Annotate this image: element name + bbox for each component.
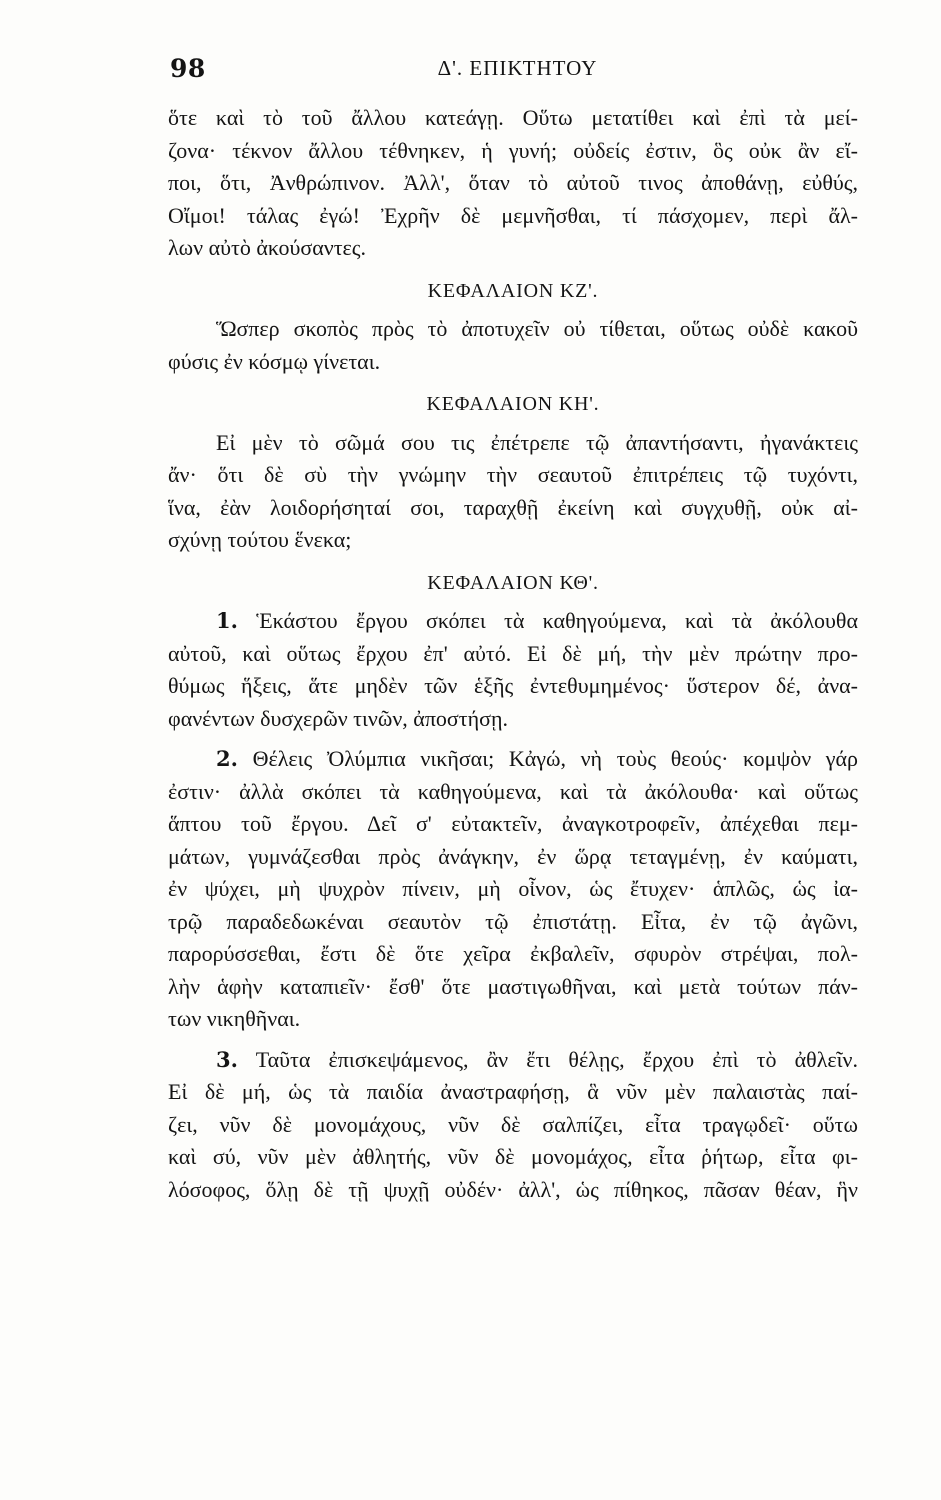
text-line: καὶ σύ, νῦν μὲν ἀθλητής, νῦν δὲ μονομάχος, εἶτα ῥήτωρ, εἶτα φι- xyxy=(168,1144,858,1169)
paragraph-text: Ἑκάστου ἔργου σκόπει τὰ καθηγούμενα, καὶ τὰ ἀκόλουθα xyxy=(256,608,858,633)
text-line: ἐστιν· ἀλλὰ σκόπει τὰ καθηγούμενα, καὶ τὰ ἀκόλουθα· καὶ οὕτως xyxy=(168,778,858,804)
text-line: λόσοφος, ὅλῃ δὲ τῇ ψυχῇ οὐδέν· ἀλλ', ὡς πίθηκος, πᾶσαν θέαν, ἣν xyxy=(168,1176,858,1202)
paragraph-number: 2. xyxy=(216,746,238,771)
text-line: ἵνα, ἐὰν λοιδορήσηταί σοι, ταραχθῇ ἐκείνη καὶ συγχυθῇ, οὐκ αἰ- xyxy=(168,494,858,520)
text-line: ἐν ψύχει, μὴ ψυχρὸν πίνειν, μὴ οἶνον, ὡς ἔτυχεν· ἁπλῶς, ὡς ἰα- xyxy=(168,876,858,901)
text-line: των νικηθῆναι. xyxy=(168,1006,301,1031)
text-line: μάτων, γυμνάζεσθαι πρὸς ἀνάγκην, ἐν ὥρᾳ τεταγμένῃ, ἐν καύματι, xyxy=(168,843,858,869)
text-line: Ὥσπερ σκοπὸς πρὸς τὸ ἀποτυχεῖν οὐ τίθεται, οὕτως οὐδὲ κακοῦ xyxy=(216,316,858,341)
paragraph-first-line xyxy=(168,743,858,776)
text-line: σχύνῃ τούτου ἕνεκα; xyxy=(168,527,352,552)
paragraph-number: 1. xyxy=(216,608,238,633)
paragraph-first-line xyxy=(168,1044,858,1077)
text-line: τρῷ παραδεδωκέναι σεαυτὸν τῷ ἐπιστάτῃ. Εἶτα, ἐν τῷ ἀγῶνι, xyxy=(168,908,858,934)
paragraph-gap xyxy=(168,735,858,743)
page-header xyxy=(170,54,865,88)
text-line: ἄν· ὅτι δὲ σὺ τὴν γνώμην τὴν σεαυτοῦ ἐπιτρέπεις τῷ τυχόντι, xyxy=(168,462,858,487)
text-line: Εἰ δὲ μή, ὡς τὰ παιδία ἀναστραφήσῃ, ἃ νῦν μὲν παλαιστὰς παί- xyxy=(168,1079,858,1104)
paragraph-text: Θέλεις Ὀλύμπια νικῆσαι; Κἀγώ, νὴ τοὺς θεούς· κομψὸν γάρ xyxy=(252,746,858,771)
text-line: φανέντων δυσχερῶν τινῶν, ἀποστήσῃ. xyxy=(168,705,508,731)
text-line: λων αὐτὸ ἀκούσαντες. xyxy=(168,235,366,260)
text-line: λὴν ἁφὴν καταπιεῖν· ἔσθ' ὅτε μαστιγωθῆναι, καὶ μετὰ τούτων πάν- xyxy=(168,973,858,999)
chapter-heading-27: ΚΕΦΑΛΑΙΟΝ ΚΖ'. xyxy=(427,279,599,302)
text-line: ἅπτου τοῦ ἔργου. Δεῖ σ' εὐτακτεῖν, ἀναγκοτροφεῖν, ἀπέχεθαι πεμ- xyxy=(168,811,858,836)
paragraph-number: 3. xyxy=(216,1046,238,1072)
text-line: ζονα· τέκνον ἄλλου τέθνηκεν, ἡ γυνή; οὐδείς ἐστιν, ὃς οὐκ ἂν εἴ- xyxy=(168,137,858,163)
text-line: ζει, νῦν δὲ μονομάχους, νῦν δὲ σαλπίζει, εἶτα τραγῳδεῖ· οὕτω xyxy=(168,1111,858,1137)
text-line: φύσις ἐν κόσμῳ γίνεται. xyxy=(168,348,381,374)
paragraph-gap xyxy=(168,1036,858,1044)
text-line: Εἰ μὲν τὸ σῶμά σου τις ἐπέτρεπε τῷ ἀπαντήσαντι, ἠγανάκτεις xyxy=(216,429,858,455)
chapter-heading-28: ΚΕΦΑΛΑΙΟΝ ΚΗ'. xyxy=(426,393,600,415)
page-text xyxy=(168,102,858,1206)
paragraph-first-line xyxy=(168,605,858,638)
text-line: θύμως ἥξεις, ἅτε μηδὲν τῶν ἑξῆς ἐντεθυμημένος· ὕστερον δέ, ἀνα- xyxy=(168,673,858,698)
text-line: παρορύσσεθαι, ἔστι δὲ ὅτε χεῖρα ἐκβαλεῖν, σφυρὸν στρέψαι, πολ- xyxy=(168,941,858,966)
page-number: 98 xyxy=(170,54,206,83)
running-head: Δ'. ΕΠΙΚΤΗΤΟΥ xyxy=(437,56,598,80)
text-line: αὐτοῦ, καὶ οὕτως ἔρχου ἐπ' αὐτό. Εἰ δὲ μή, τὴν μὲν πρώτην προ- xyxy=(168,640,858,666)
text-line: ποι, ὅτι, Ἀνθρώπινον. Ἀλλ', ὅταν τὸ αὐτοῦ τινος ἀποθάνῃ, εὐθύς, xyxy=(168,170,858,195)
paragraph-text: Ταῦτα ἐπισκεψάμενος, ἂν ἔτι θέλῃς, ἔρχου ἐπὶ τὸ ἀθλεῖν. xyxy=(255,1046,858,1072)
text-line: ὅτε καὶ τὸ τοῦ ἄλλου κατεάγῃ. Οὕτω μετατίθει καὶ ἐπὶ τὰ μεί- xyxy=(168,105,858,130)
chapter-heading-29: ΚΕΦΑΛΑΙΟΝ ΚΘ'. xyxy=(427,571,599,594)
text-line: Οἴμοι! τάλας ἐγώ! Ἐχρῆν δὲ μεμνῆσθαι, τί πάσχομεν, περὶ ἄλ- xyxy=(168,202,858,228)
